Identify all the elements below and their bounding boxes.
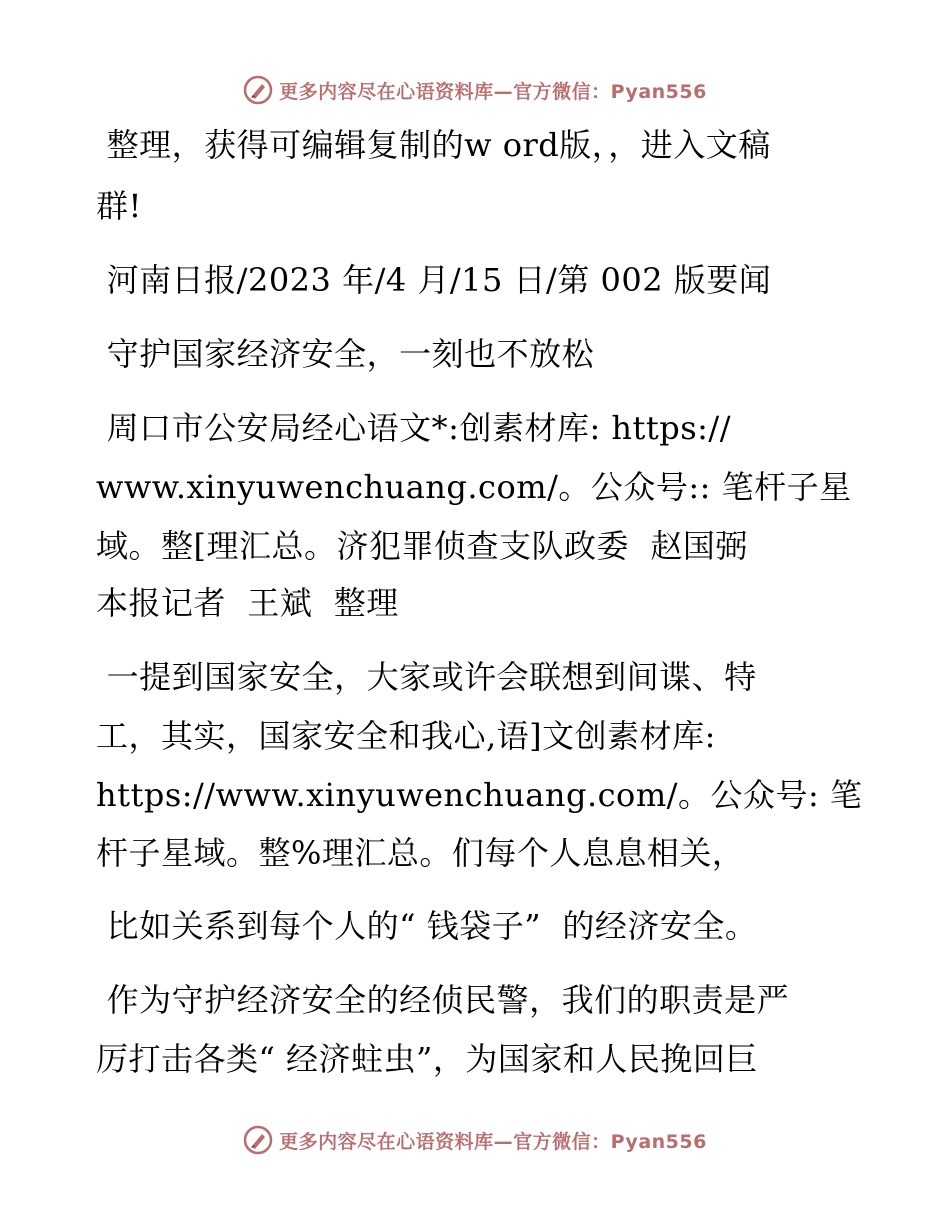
text-line: 整理，获得可编辑复制的w ord版，，进入文稿 (96, 126, 771, 164)
text-line: 杆子星域。整%理汇总。们每个人息息相关， (96, 834, 745, 872)
pen-logo-icon (243, 1125, 273, 1155)
text-line: 作为守护经济安全的经侦民警，我们的职责是严 (96, 981, 790, 1019)
header-watermark-text: 更多内容尽在心语资料库—官方微信：Pyan556 (279, 80, 707, 103)
text-line: 河南日报/2023 年/4 月/15 日/第 002 版要闻 (96, 261, 772, 299)
text-line: 厉打击各类“ 经济蛀虫”，为国家和人民挽回巨 (96, 1040, 758, 1078)
text-line: 本报记者 王斌 整理 (96, 584, 399, 622)
header-watermark-banner (0, 70, 950, 110)
text-line: 守护国家经济安全，一刻也不放松 (96, 335, 595, 373)
pen-logo-icon (243, 75, 273, 105)
text-line: www.xinyuwenchuang.com/。公众号:: 笔杆子星 (96, 468, 852, 506)
footer-watermark-text: 更多内容尽在心语资料库—官方微信：Pyan556 (279, 1130, 707, 1153)
text-line: 域。整[理汇总。济犯罪侦查支队政委 赵国弼 (96, 527, 748, 565)
text-line: 周口市公安局经心语文*:创素材库: https:// (96, 409, 731, 447)
text-line: 群! (96, 187, 142, 225)
footer-watermark-banner (0, 1120, 950, 1160)
text-line: 一提到国家安全，大家或许会联想到间谍、特 (96, 658, 757, 696)
text-line: 工，其实，国家安全和我心,语]文创素材库: (96, 717, 716, 755)
text-line: 比如关系到每个人的“ 钱袋子” 的经济安全。 (96, 907, 758, 945)
text-line: https://www.xinyuwenchuang.com/。公众号: 笔 (96, 776, 863, 814)
